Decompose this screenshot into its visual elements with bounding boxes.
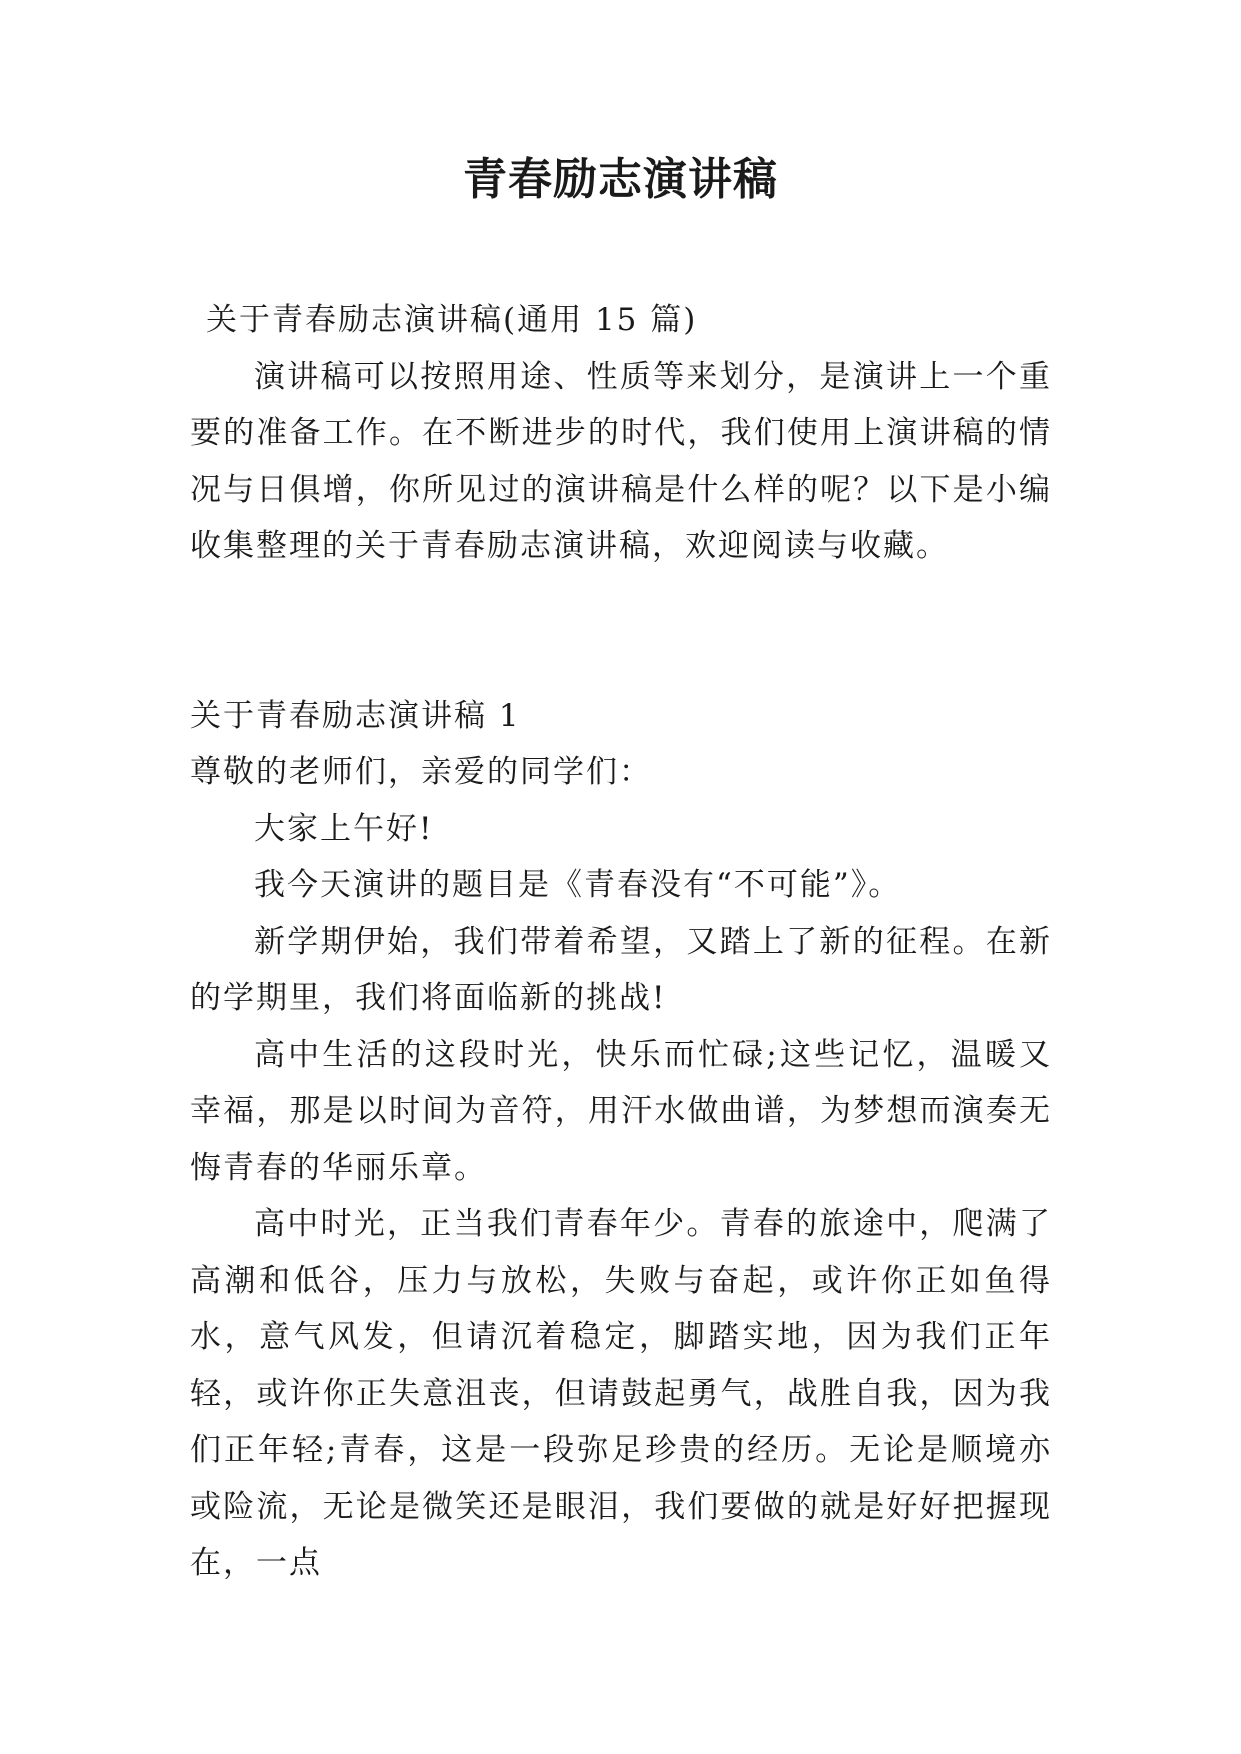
- section-heading: 关于青春励志演讲稿 1: [190, 697, 521, 734]
- body-paragraph: 大家上午好!: [254, 810, 434, 847]
- intro-paragraph: 演讲稿可以按照用途、性质等来划分，是演讲上一个重要的准备工作。在不断进步的时代，我们使用上演讲稿的情况与日俱增，你所见过的演讲稿是什么样的呢？以下是小编收集整理的关于青春励志演讲稿，欢迎阅读与收藏。: [190, 358, 1052, 564]
- document-body: [190, 292, 1052, 1592]
- document-subtitle: 关于青春励志演讲稿(通用 15 篇): [206, 302, 698, 338]
- body-paragraph: 高中生活的这段时光，快乐而忙碌;这些记忆，温暖又幸福，那是以时间为音符，用汗水做曲谱，为梦想而演奏无悔青春的华丽乐章。: [190, 1036, 1052, 1186]
- document-title: 青春励志演讲稿: [463, 154, 778, 205]
- body-paragraph: 新学期伊始，我们带着希望，又踏上了新的征程。在新的学期里，我们将面临新的挑战!: [190, 923, 1052, 1016]
- salutation: 尊敬的老师们，亲爱的同学们：: [190, 754, 652, 790]
- section-spacer: [190, 575, 1052, 688]
- body-paragraph: 高中时光，正当我们青春年少。青春的旅途中，爬满了高潮和低谷，压力与放松，失败与奋起，或许你正如鱼得水，意气风发，但请沉着稳定，脚踏实地，因为我们正年轻，或许你正失意沮丧，但请鼓起勇气，战胜自我，因为我们正年轻;青春，这是一段弥足珍贵的经历。无论是顺境亦或险流，无论是微笑还是眼泪，我们要做的就是好好把握现在，一点: [190, 1206, 1052, 1581]
- body-paragraph: 我今天演讲的题目是《青春没有“不可能”》。: [254, 867, 902, 903]
